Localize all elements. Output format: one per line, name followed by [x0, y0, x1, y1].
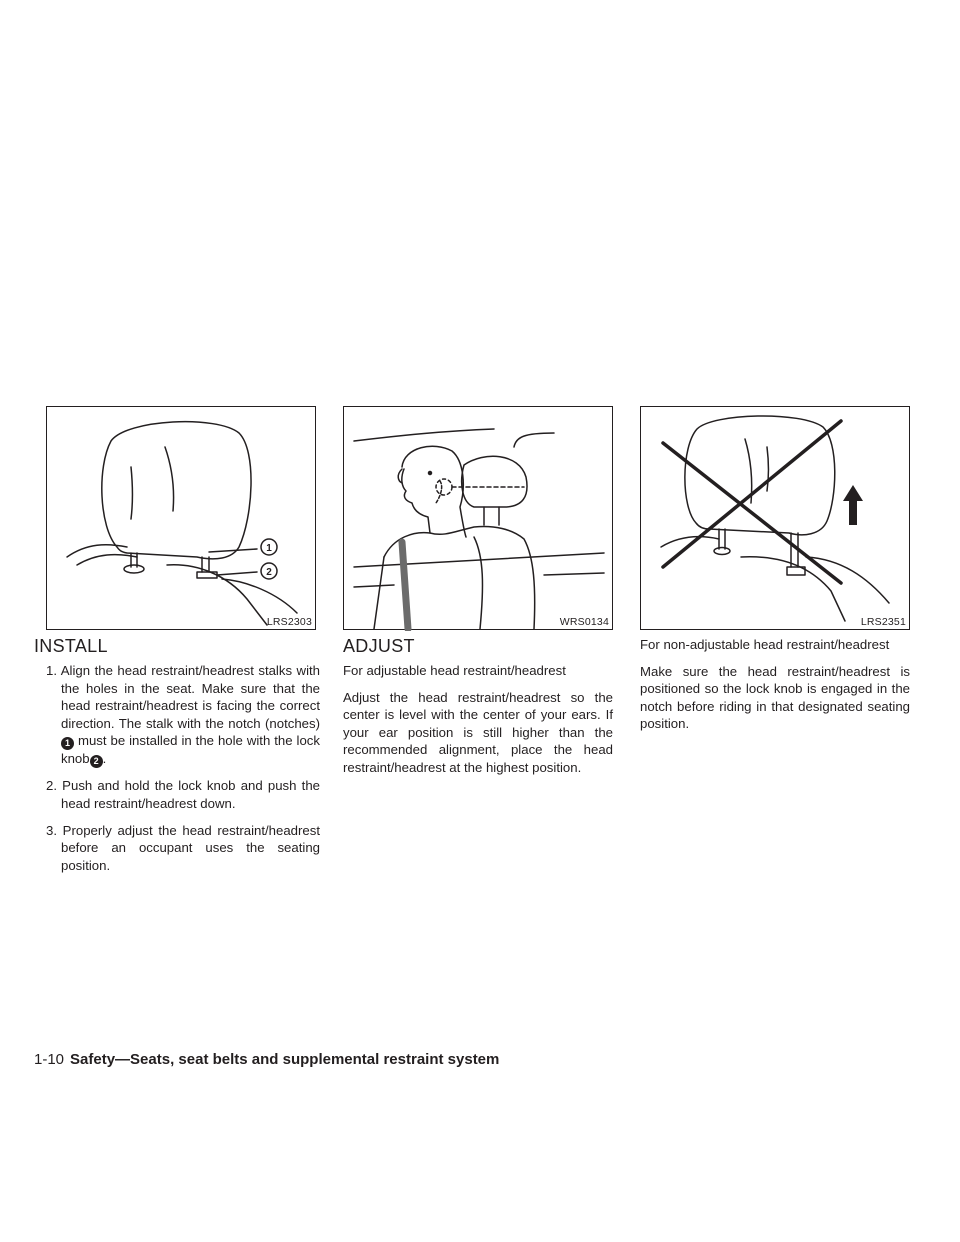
section-title: Safety—Seats, seat belts and supplemental restraint system	[70, 1051, 500, 1068]
callout-1-icon: 1	[61, 737, 74, 750]
adjust-paragraph: Adjust the head restraint/headrest so the center is level with the center of your ears. If your ear position is still higher than the recommended alignment, place the head restraint/headrest at the highest position.	[343, 689, 613, 775]
figure-install	[46, 406, 316, 630]
headrest-install-illustration	[47, 407, 317, 631]
callout-2-icon: 2	[90, 755, 103, 768]
headrest-incorrect-illustration	[641, 407, 911, 631]
occupant-headrest-illustration	[344, 407, 614, 631]
nonadjust-body	[640, 636, 910, 742]
install-heading: INSTALL	[34, 636, 108, 656]
nonadjust-subheading: For non-adjustable head restraint/headrest	[640, 637, 890, 652]
nonadjust-paragraph: Make sure the head restraint/headrest is positioned so the lock knob is engaged in the notch before riding in that designated seating position.	[640, 663, 910, 732]
install-step: 2. Push and hold the lock knob and push the head restraint/headrest down.	[46, 778, 320, 811]
figure-adjust	[343, 406, 613, 630]
adjust-heading: ADJUST	[343, 636, 415, 656]
page-number: 1-10	[34, 1051, 65, 1068]
figure-label: WRS0134	[559, 616, 609, 628]
svg-text:1: 1	[266, 543, 272, 554]
install-steps	[46, 662, 320, 883]
figure-nonadjust	[640, 406, 910, 630]
install-step: 1. Align the head restraint/headrest stalks with the holes in the seat. Make sure that the head restraint/headrest is facing the correct direction. The stalk with the notch (notches)1 must be installed in the hole with the lock knob 2 .	[46, 663, 320, 767]
adjust-body	[343, 662, 613, 786]
svg-text:2: 2	[266, 567, 272, 578]
figure-label: LRS2351	[860, 616, 906, 628]
page-footer	[34, 1051, 499, 1068]
figure-label: LRS2303	[266, 616, 312, 628]
adjust-subheading: For adjustable head restraint/headrest	[343, 663, 566, 678]
install-step: 3. Properly adjust the head restraint/headrest before an occupant uses the seating position.	[46, 822, 320, 873]
